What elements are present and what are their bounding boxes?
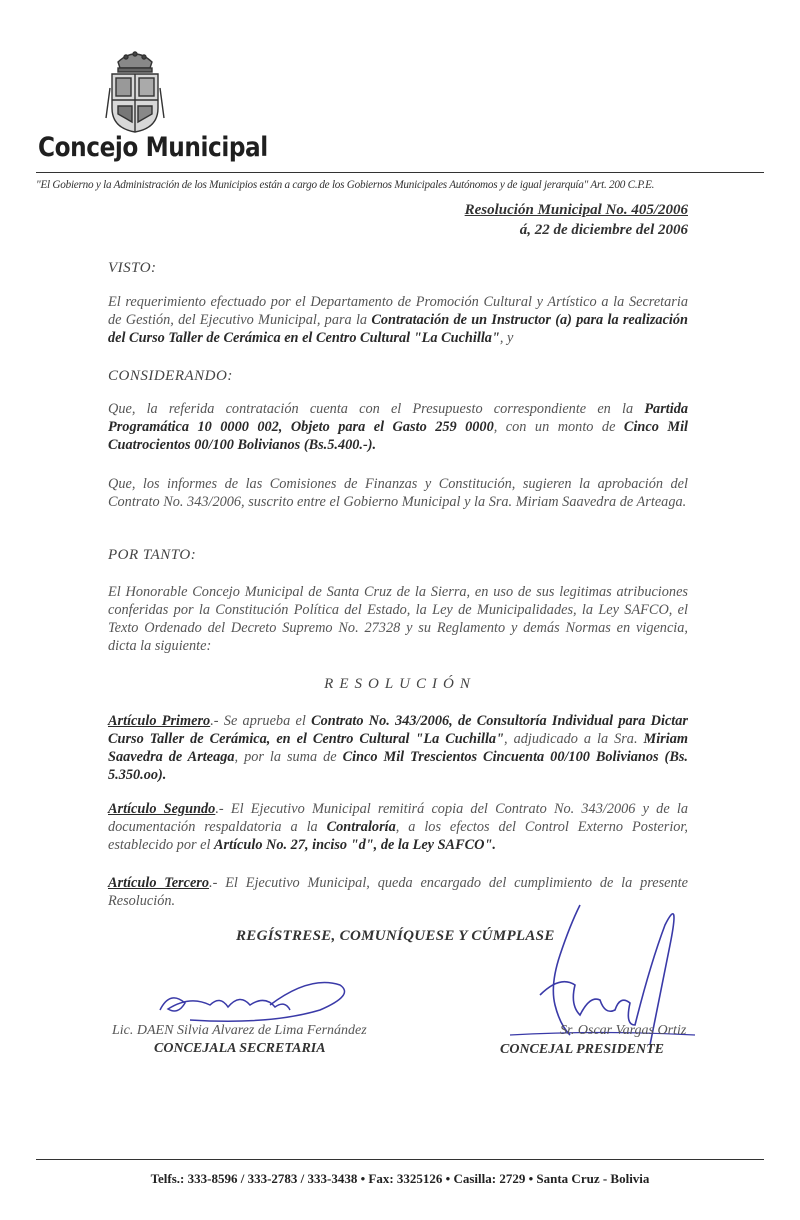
closing-formula: REGÍSTRESE, COMUNÍQUESE Y CÚMPLASE [236,928,555,944]
article-2-label: Artículo Segundo [108,801,216,817]
signatory-right-name: Sr. Oscar Vargas Ortiz [560,1023,687,1038]
bold-text: Contrato No. 343/2006, de Consultoría Individual para Dictar Curso Taller de Cerámica, en el Centro Cultural "La Cuchilla" [108,713,688,747]
page-title: Concejo Municipal [38,132,268,163]
bold-text: Artículo No. 27, inciso "d", de la Ley SAFCO". [214,837,496,853]
footer-contact: Telfs.: 333-8596 / 333-2783 / 333-3438 • Fax: 3325126 • Casilla: 2729 • Santa Cruz - Bolivia [150,1171,650,1186]
por-tanto-heading: POR TANTO: [108,547,197,563]
bold-text: Miriam Saavedra de Arteaga [108,731,688,765]
signatory-left-role: CONCEJALA SECRETARIA [154,1041,326,1056]
signatory-left-name: Lic. DAEN Silvia Alvarez de Lima Fernández [112,1023,367,1038]
text: Que, la referida contratación cuenta con el Presupuesto correspondiente en la [108,401,645,417]
visto-text: El requerimiento efectuado por el Departamento de Promoción Cultural y Artístico a la Secretaria de Gestión, del Ejecutivo Municipal, para la [108,294,688,328]
footer-divider [36,1159,764,1160]
article-3-label: Artículo Tercero [108,875,210,891]
resolucion-heading: RESOLUCIÓN [324,676,476,692]
bold-text: Cinco Mil Cuatrocientos 00/100 Bolivianos (Bs.5.400.-). [108,419,689,453]
visto-heading: VISTO: [108,260,157,276]
motto: "El Gobierno y la Administración de los Municipios están a cargo de los Gobiernos Municipales Autónomos y de igual jerarquía" Art. 200 C.P.E. [36,179,655,191]
visto-paragraph [108,293,688,347]
text: .- Se aprueba el [210,713,312,729]
article-2 [108,800,688,854]
bold-text: Cinco Mil Trescientos Cincuenta 00/100 Bolivianos (Bs. 5.350.oo). [108,749,688,783]
text: , por la suma de [234,749,343,765]
text: , con un monto de [493,419,624,435]
text: .- El Ejecutivo Municipal, queda encargado del cumplimiento de la presente Resolución. [108,875,688,909]
bold-text: Partida Programática 10 0000 002, Objeto para el Gasto 259 0000 [108,401,688,435]
text: , a los efectos del Control Externo Posterior, establecido por el [108,819,688,853]
resolution-date: á, 22 de diciembre del 2006 [519,222,688,238]
text: , adjudicado a la Sra. [504,731,644,747]
article-1-label: Artículo Primero [108,713,211,729]
visto-text-end: , y [499,330,514,346]
text: .- El Ejecutivo Municipal remitirá copia del Contrato No. 343/2006 y de la documentación respaldatoria a la [108,801,688,835]
por-tanto-paragraph: El Honorable Concejo Municipal de Santa Cruz de la Sierra, en uso de sus legitimas atribuciones conferidas por la Constitución Política del Estado, la Ley de Municipalidades, la Ley SAFCO, el Texto Ordenado del Decreto Supremo No. 27328 y su Reglamento y demás Normas en vigencia, dicta la siguiente: [108,584,688,654]
bold-text: Contraloría [326,819,396,835]
signatory-right-role: CONCEJAL PRESIDENTE [500,1042,665,1057]
considerando-paragraph-1 [108,400,688,454]
header-divider [36,172,764,173]
resolution-number: Resolución Municipal No. 405/2006 [464,202,688,218]
article-1 [108,712,688,784]
considerando-paragraph-2: Que, los informes de las Comisiones de Finanzas y Constitución, sugieren la aprobación del Contrato No. 343/2006, suscrito entre el Gobierno Municipal y la Sra. Miriam Saavedra de Arteaga. [108,476,688,510]
coat-of-arms-icon [104,48,166,134]
visto-bold: Contratación de un Instructor (a) para la realización del Curso Taller de Cerámica en el Centro Cultural "La Cuchilla" [108,312,688,346]
considerando-heading: CONSIDERANDO: [108,368,233,384]
